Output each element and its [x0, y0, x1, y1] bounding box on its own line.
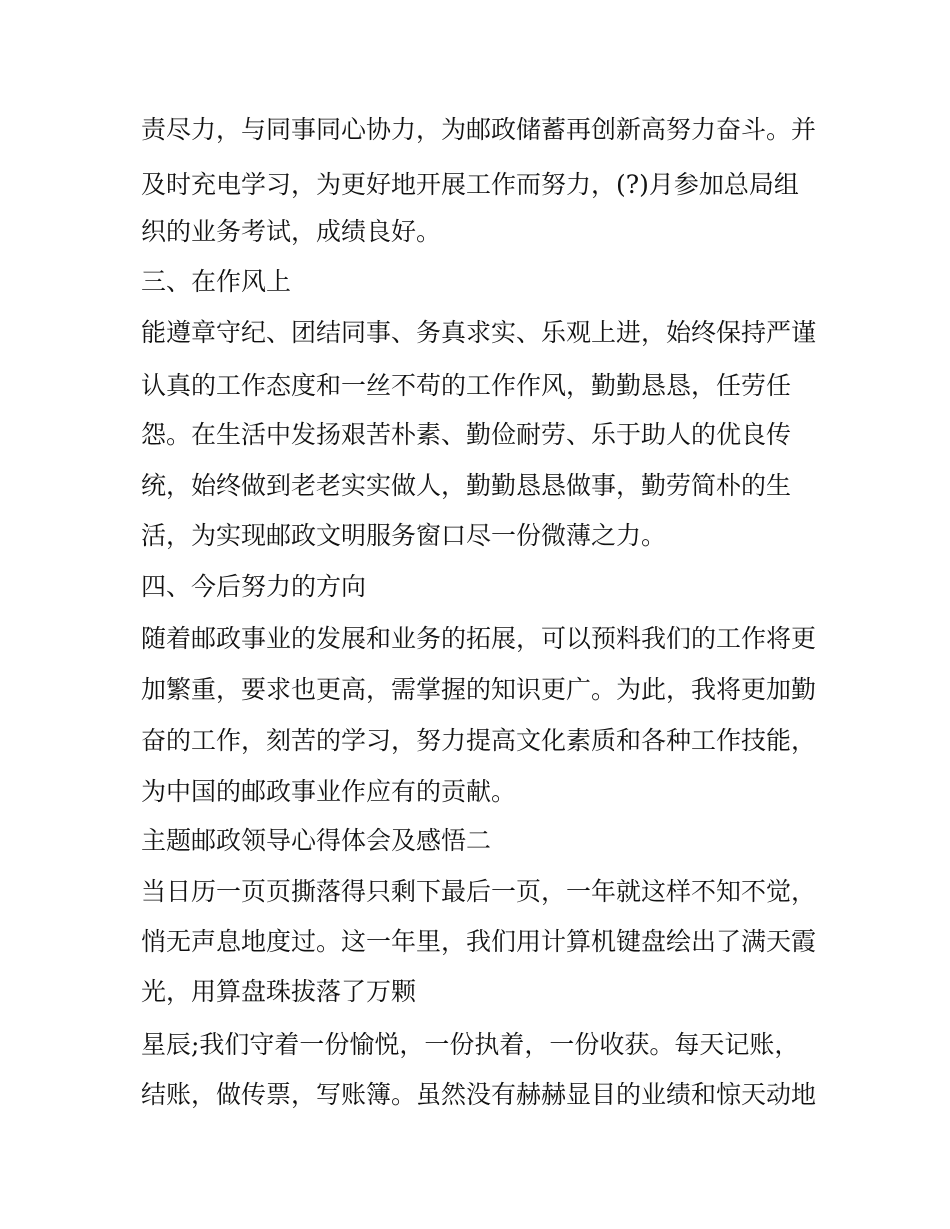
text-line: 当日历一页页撕落得只剩下最后一页，一年就这样不知不觉， — [141, 877, 817, 906]
text-line: 及时充电学习，为更好地开展工作而努力，(?)月参加总局组 — [141, 170, 799, 199]
text-line: 活，为实现邮政文明服务窗口尽一份微薄之力。 — [141, 521, 667, 550]
section-heading: 三、在作风上 — [141, 267, 292, 296]
text-line: 结账，做传票，写账簿。虽然没有赫赫显目的业绩和惊天动地 — [141, 1080, 817, 1109]
text-line: 加繁重，要求也更高，需掌握的知识更广。为此，我将更加勤 — [141, 675, 817, 704]
text-line: 统，始终做到老老实实做人，勤勤恳恳做事，勤劳简朴的生 — [141, 471, 792, 500]
text-line: 光，用算盘珠拔落了万颗 — [141, 977, 417, 1006]
text-line: 能遵章守纪、团结同事、务真求实、乐观上进，始终保持严谨 — [141, 318, 817, 347]
text-line: 星辰;我们守着一份愉悦，一份执着，一份收获。每天记账， — [141, 1030, 800, 1059]
text-line: 责尽力，与同事同心协力，为邮政储蓄再创新高努力奋斗。并 — [141, 115, 817, 144]
text-line: 悄无声息地度过。这一年里，我们用计算机键盘绘出了满天霞 — [141, 927, 817, 956]
text-line: 为中国的邮政事业作应有的贡献。 — [141, 777, 517, 806]
section-heading: 四、今后努力的方向 — [141, 572, 367, 601]
text-line: 随着邮政事业的发展和业务的拓展，可以预料我们的工作将更 — [141, 624, 817, 653]
text-line: 认真的工作态度和一丝不苟的工作作风，勤勤恳恳，任劳任 — [141, 371, 792, 400]
text-line: 织的业务考试，成绩良好。 — [141, 217, 442, 246]
section-title: 主题邮政领导心得体会及感悟二 — [141, 826, 492, 855]
text-line: 怨。在生活中发扬艰苦朴素、勤俭耐劳、乐于助人的优良传 — [141, 420, 792, 449]
text-line: 奋的工作，刻苦的学习，努力提高文化素质和各种工作技能， — [141, 726, 817, 755]
